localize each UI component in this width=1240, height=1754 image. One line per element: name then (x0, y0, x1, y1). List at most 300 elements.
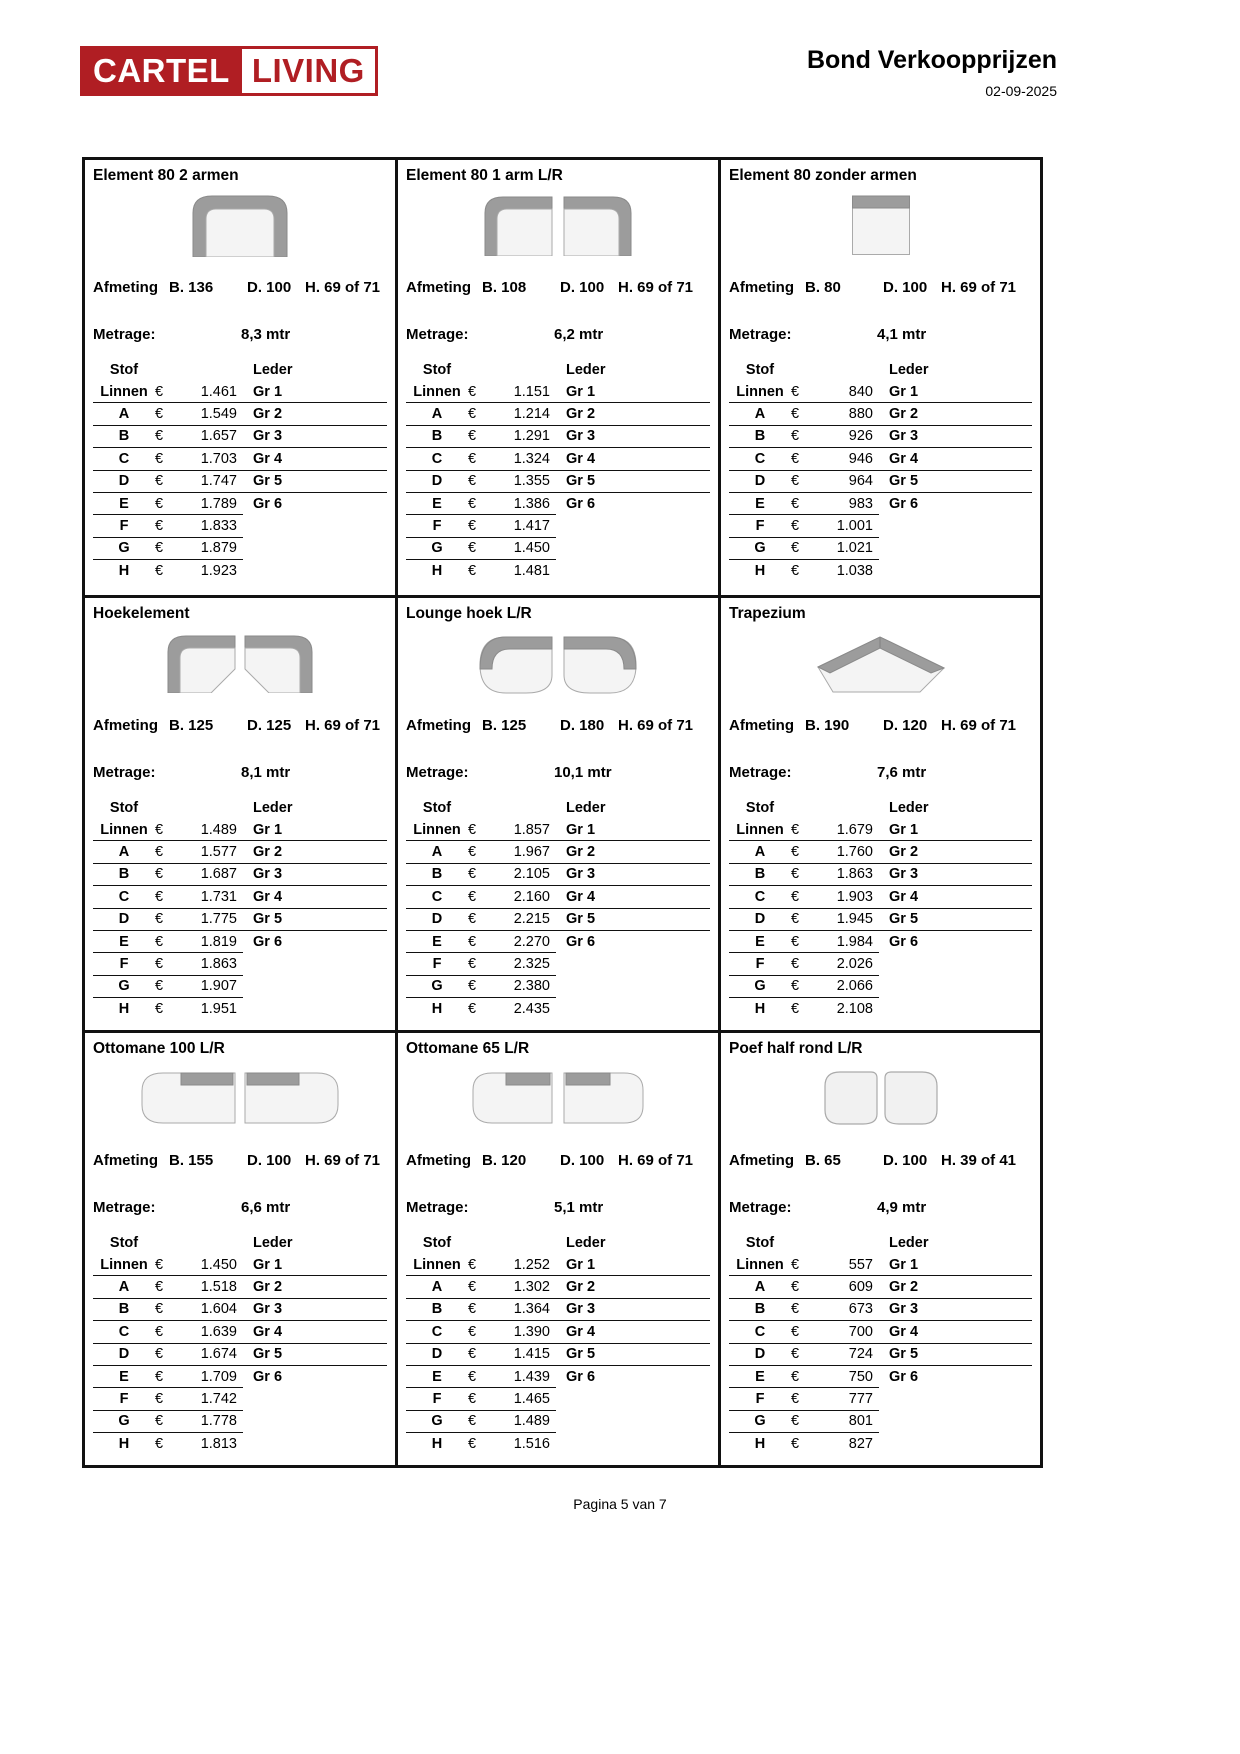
euro-sign: € (791, 956, 800, 973)
product-title: Poef half rond L/R (729, 1040, 863, 1057)
price-row (729, 1299, 1032, 1320)
price-value: 2.105 (513, 866, 550, 883)
euro-sign: € (468, 933, 477, 950)
price-value: 1.461 (200, 383, 237, 400)
euro-sign: € (791, 1391, 800, 1408)
price-value: 1.747 (200, 473, 237, 490)
metrage-value: 8,1 mtr (241, 764, 291, 781)
price-table-header (729, 797, 1032, 818)
price-value: 983 (848, 495, 873, 512)
stof-label: E (119, 495, 129, 512)
price-value: 700 (848, 1323, 873, 1340)
euro-sign: € (791, 406, 800, 423)
metrage-value: 4,9 mtr (877, 1199, 927, 1216)
metrage-value: 5,1 mtr (554, 1199, 604, 1216)
stof-label: D (754, 911, 766, 928)
logo-cartel-text: CARTEL (83, 49, 242, 93)
product-cell (718, 160, 1040, 595)
euro-sign: € (468, 1323, 477, 1340)
dimensions-row (406, 717, 710, 734)
price-table (729, 381, 1032, 582)
price-value: 880 (848, 406, 873, 423)
stof-label: D (754, 473, 766, 490)
price-row (406, 1388, 710, 1409)
price-value: 557 (848, 1256, 873, 1273)
leder-group-label: Gr 5 (566, 473, 596, 490)
leder-group-label: Gr 3 (253, 866, 283, 883)
price-value: 2.066 (836, 978, 873, 995)
price-row (729, 1254, 1032, 1275)
dimension-height: H. 69 of 71 (618, 279, 694, 296)
price-value: 1.489 (200, 821, 237, 838)
cartel-living-logo (80, 46, 378, 96)
euro-sign: € (468, 888, 477, 905)
price-value: 1.639 (200, 1323, 237, 1340)
euro-sign: € (468, 518, 477, 535)
leder-group-label: Gr 1 (566, 821, 596, 838)
stof-label: C (118, 888, 130, 905)
metrage-row (729, 326, 1032, 343)
leder-group-label: Gr 2 (253, 1279, 283, 1296)
metrage-row (406, 326, 710, 343)
euro-sign: € (468, 1279, 477, 1296)
leder-group-label: Gr 4 (253, 450, 283, 467)
metrage-row (406, 1199, 710, 1216)
price-row (93, 819, 387, 840)
price-row (406, 426, 710, 447)
stof-label: D (118, 473, 130, 490)
stof-column-header: Stof (109, 799, 139, 816)
stof-label: C (754, 888, 766, 905)
price-value: 1.731 (200, 888, 237, 905)
dimension-depth: D. 180 (560, 717, 605, 734)
price-table-header (729, 1232, 1032, 1253)
stof-column-header: Stof (422, 799, 452, 816)
leder-group-label: Gr 5 (253, 473, 283, 490)
leder-column-header: Leder (253, 799, 293, 816)
trapezium-icon (816, 632, 946, 694)
afmeting-label: Afmeting (406, 717, 471, 734)
price-value: 946 (848, 450, 873, 467)
price-row (406, 560, 710, 581)
metrage-value: 10,1 mtr (554, 764, 612, 781)
price-value: 1.324 (513, 450, 550, 467)
stof-label: E (432, 933, 442, 950)
product-cell (718, 595, 1040, 1030)
stof-label: H (118, 1435, 130, 1452)
stof-label: B (118, 1301, 130, 1318)
product-shape (729, 631, 1032, 695)
dimension-width: B. 190 (805, 717, 850, 734)
euro-sign: € (155, 562, 164, 579)
price-row (406, 448, 710, 469)
stof-label: Linnen (100, 383, 148, 400)
price-value: 1.252 (513, 1256, 550, 1273)
price-value: 1.038 (836, 562, 873, 579)
euro-sign: € (468, 450, 477, 467)
price-row (406, 403, 710, 424)
product-shape (729, 1066, 1032, 1130)
leder-group-label: Gr 4 (566, 888, 596, 905)
dimension-depth: D. 100 (883, 1152, 928, 1169)
price-row (729, 448, 1032, 469)
euro-sign: € (468, 1256, 477, 1273)
price-row (729, 1276, 1032, 1297)
price-grid (82, 157, 1043, 1468)
price-value: 1.415 (513, 1346, 550, 1363)
price-value: 1.364 (513, 1301, 550, 1318)
leder-group-label: Gr 2 (566, 406, 596, 423)
product-shape (406, 1066, 710, 1130)
price-row (406, 931, 710, 952)
price-value: 1.450 (200, 1256, 237, 1273)
metrage-label: Metrage: (406, 764, 469, 781)
price-value: 1.549 (200, 406, 237, 423)
price-row (93, 448, 387, 469)
price-value: 1.604 (200, 1301, 237, 1318)
price-value: 1.439 (513, 1368, 550, 1385)
price-row (729, 998, 1032, 1019)
price-value: 1.577 (200, 844, 237, 861)
stof-label: H (754, 562, 766, 579)
price-row (93, 538, 387, 559)
afmeting-label: Afmeting (93, 279, 158, 296)
price-table-header (406, 797, 710, 818)
dimension-width: B. 125 (482, 717, 527, 734)
leder-column-header: Leder (889, 361, 929, 378)
stof-label: G (431, 540, 443, 557)
metrage-row (93, 326, 387, 343)
price-row (729, 976, 1032, 997)
price-table-header (93, 359, 387, 380)
stof-label: G (118, 540, 130, 557)
metrage-label: Metrage: (93, 764, 156, 781)
afmeting-label: Afmeting (406, 279, 471, 296)
price-value: 1.775 (200, 911, 237, 928)
dimension-width: B. 155 (169, 1152, 214, 1169)
stof-label: B (431, 428, 443, 445)
ottomane-65-icon (470, 1071, 646, 1125)
euro-sign: € (468, 1301, 477, 1318)
price-row (93, 886, 387, 907)
stof-label: G (754, 540, 766, 557)
dimension-width: B. 120 (482, 1152, 527, 1169)
dimension-height: H. 69 of 71 (618, 1152, 694, 1169)
price-value: 2.160 (513, 888, 550, 905)
dimension-height: H. 69 of 71 (305, 717, 381, 734)
document-date: 02-09-2025 (985, 83, 1057, 99)
price-row (406, 909, 710, 930)
stof-label: F (755, 1391, 765, 1408)
leder-group-label: Gr 5 (253, 1346, 283, 1363)
price-value: 2.435 (513, 1000, 550, 1017)
dimension-height: H. 69 of 71 (941, 717, 1017, 734)
euro-sign: € (791, 1279, 800, 1296)
product-cell (395, 1030, 718, 1465)
dimension-depth: D. 100 (560, 1152, 605, 1169)
euro-sign: € (155, 956, 164, 973)
price-table-header (93, 1232, 387, 1253)
price-row (729, 1433, 1032, 1454)
ottomane-100-icon (139, 1071, 341, 1125)
product-cell (85, 1030, 395, 1465)
afmeting-label: Afmeting (729, 279, 794, 296)
dimension-height: H. 69 of 71 (618, 717, 694, 734)
euro-sign: € (155, 933, 164, 950)
stof-label: H (431, 1435, 443, 1452)
price-row (729, 1388, 1032, 1409)
product-shape (729, 193, 1032, 257)
dimension-width: B. 80 (805, 279, 841, 296)
euro-sign: € (791, 1323, 800, 1340)
element-one-arm-icon (482, 194, 634, 256)
price-row (93, 493, 387, 514)
euro-sign: € (155, 888, 164, 905)
price-table (729, 819, 1032, 1020)
stof-label: B (118, 866, 130, 883)
euro-sign: € (791, 866, 800, 883)
afmeting-label: Afmeting (406, 1152, 471, 1169)
leder-group-label: Gr 6 (889, 495, 919, 512)
price-value: 1.302 (513, 1279, 550, 1296)
product-cell (395, 160, 718, 595)
price-value: 1.789 (200, 495, 237, 512)
element-two-arms-icon (190, 193, 290, 257)
price-table (93, 1254, 387, 1455)
price-row (93, 515, 387, 536)
euro-sign: € (468, 866, 477, 883)
price-row (729, 493, 1032, 514)
leder-group-label: Gr 4 (253, 1323, 283, 1340)
stof-label: E (755, 1368, 765, 1385)
price-table-header (93, 797, 387, 818)
leder-group-label: Gr 3 (889, 1301, 919, 1318)
metrage-label: Metrage: (406, 326, 469, 343)
leder-group-label: Gr 4 (253, 888, 283, 905)
page-number: Pagina 5 van 7 (573, 1496, 667, 1512)
price-value: 1.679 (836, 821, 873, 838)
price-row (729, 560, 1032, 581)
metrage-value: 6,2 mtr (554, 326, 604, 343)
price-row (93, 381, 387, 402)
price-row (406, 953, 710, 974)
price-row (93, 1388, 387, 1409)
product-title: Trapezium (729, 605, 806, 622)
price-value: 1.516 (513, 1435, 550, 1452)
price-value: 1.833 (200, 518, 237, 535)
page-header (80, 46, 1057, 99)
price-row (406, 1321, 710, 1342)
dimension-width: B. 136 (169, 279, 214, 296)
product-cell (718, 1030, 1040, 1465)
leder-group-label: Gr 5 (566, 911, 596, 928)
stof-label: C (431, 1323, 443, 1340)
stof-label: E (119, 1368, 129, 1385)
dimension-width: B. 65 (805, 1152, 841, 1169)
price-row (406, 381, 710, 402)
stof-label: E (119, 933, 129, 950)
price-value: 1.489 (513, 1413, 550, 1430)
euro-sign: € (468, 1346, 477, 1363)
leder-group-label: Gr 3 (889, 866, 919, 883)
stof-column-header: Stof (745, 361, 775, 378)
stof-label: B (118, 428, 130, 445)
dimension-depth: D. 120 (883, 717, 928, 734)
price-value: 1.819 (200, 933, 237, 950)
price-value: 840 (848, 383, 873, 400)
price-table (729, 1254, 1032, 1455)
dimension-height: H. 69 of 71 (305, 279, 381, 296)
dimension-depth: D. 100 (247, 279, 292, 296)
leder-group-label: Gr 4 (566, 450, 596, 467)
metrage-label: Metrage: (406, 1199, 469, 1216)
metrage-value: 6,6 mtr (241, 1199, 291, 1216)
leder-column-header: Leder (253, 361, 293, 378)
price-row (729, 515, 1032, 536)
price-value: 1.291 (513, 428, 550, 445)
dimensions-row (406, 279, 710, 296)
price-value: 1.857 (513, 821, 550, 838)
euro-sign: € (155, 1323, 164, 1340)
price-value: 777 (848, 1391, 873, 1408)
euro-sign: € (155, 821, 164, 838)
price-value: 1.687 (200, 866, 237, 883)
leder-group-label: Gr 6 (889, 1368, 919, 1385)
price-value: 1.021 (836, 540, 873, 557)
euro-sign: € (791, 933, 800, 950)
price-value: 609 (848, 1279, 873, 1296)
leder-group-label: Gr 5 (889, 1346, 919, 1363)
price-row (93, 1433, 387, 1454)
product-title: Element 80 1 arm L/R (406, 167, 563, 184)
stof-label: F (119, 518, 129, 535)
euro-sign: € (155, 406, 164, 423)
leder-group-label: Gr 2 (566, 1279, 596, 1296)
stof-label: Linnen (413, 821, 461, 838)
price-value: 1.151 (513, 383, 550, 400)
euro-sign: € (791, 1000, 800, 1017)
euro-sign: € (468, 844, 477, 861)
product-title: Hoekelement (93, 605, 190, 622)
metrage-row (93, 764, 387, 781)
euro-sign: € (791, 540, 800, 557)
price-row (406, 841, 710, 862)
euro-sign: € (791, 562, 800, 579)
price-row (93, 1344, 387, 1365)
leder-group-label: Gr 1 (566, 1256, 596, 1273)
price-row (93, 1411, 387, 1432)
leder-group-label: Gr 6 (253, 1368, 283, 1385)
price-value: 926 (848, 428, 873, 445)
stof-label: B (431, 1301, 443, 1318)
euro-sign: € (468, 1391, 477, 1408)
stof-label: B (754, 428, 766, 445)
price-value: 724 (848, 1346, 873, 1363)
product-cell (85, 160, 395, 595)
price-row (729, 1411, 1032, 1432)
price-row (729, 841, 1032, 862)
dimensions-row (93, 1152, 387, 1169)
stof-label: C (431, 450, 443, 467)
stof-label: H (118, 1000, 130, 1017)
leder-group-label: Gr 5 (253, 911, 283, 928)
price-value: 1.481 (513, 562, 550, 579)
price-row (93, 471, 387, 492)
price-value: 1.390 (513, 1323, 550, 1340)
price-value: 964 (848, 473, 873, 490)
metrage-label: Metrage: (729, 326, 792, 343)
stof-label: C (431, 888, 443, 905)
euro-sign: € (791, 1256, 800, 1273)
stof-label: F (755, 956, 765, 973)
price-value: 1.967 (513, 844, 550, 861)
element-no-arms-icon (851, 194, 911, 256)
stof-column-header: Stof (109, 361, 139, 378)
product-title: Element 80 2 armen (93, 167, 239, 184)
euro-sign: € (791, 495, 800, 512)
leder-column-header: Leder (889, 799, 929, 816)
leder-group-label: Gr 5 (566, 1346, 596, 1363)
stof-label: G (754, 1413, 766, 1430)
price-value: 1.945 (836, 911, 873, 928)
euro-sign: € (791, 821, 800, 838)
stof-label: C (118, 1323, 130, 1340)
dimensions-row (729, 279, 1032, 296)
price-value: 1.923 (200, 562, 237, 579)
euro-sign: € (791, 1435, 800, 1452)
afmeting-label: Afmeting (729, 1152, 794, 1169)
product-title: Ottomane 65 L/R (406, 1040, 530, 1057)
pouf-half-round-icon (822, 1070, 940, 1126)
stof-label: B (754, 866, 766, 883)
price-value: 2.325 (513, 956, 550, 973)
dimensions-row (93, 279, 387, 296)
metrage-label: Metrage: (93, 326, 156, 343)
price-value: 1.907 (200, 978, 237, 995)
afmeting-label: Afmeting (729, 717, 794, 734)
price-row (729, 819, 1032, 840)
metrage-row (729, 764, 1032, 781)
leder-column-header: Leder (566, 361, 606, 378)
euro-sign: € (155, 1391, 164, 1408)
dimensions-row (729, 717, 1032, 734)
price-table (406, 381, 710, 582)
leder-group-label: Gr 4 (566, 1323, 596, 1340)
price-value: 2.026 (836, 956, 873, 973)
leder-group-label: Gr 4 (889, 450, 919, 467)
leder-group-label: Gr 4 (889, 1323, 919, 1340)
product-title: Element 80 zonder armen (729, 167, 917, 184)
price-row (406, 471, 710, 492)
leder-group-label: Gr 1 (889, 821, 919, 838)
euro-sign: € (468, 1435, 477, 1452)
product-shape (93, 193, 387, 257)
price-value: 2.270 (513, 933, 550, 950)
product-shape (93, 631, 387, 695)
leder-column-header: Leder (253, 1234, 293, 1251)
stof-label: G (431, 978, 443, 995)
dimensions-row (729, 1152, 1032, 1169)
title-block (807, 46, 1057, 99)
euro-sign: € (155, 518, 164, 535)
stof-label: E (432, 1368, 442, 1385)
stof-column-header: Stof (109, 1234, 139, 1251)
metrage-row (729, 1199, 1032, 1216)
euro-sign: € (155, 1256, 164, 1273)
leder-group-label: Gr 1 (566, 383, 596, 400)
euro-sign: € (155, 1368, 164, 1385)
euro-sign: € (155, 844, 164, 861)
